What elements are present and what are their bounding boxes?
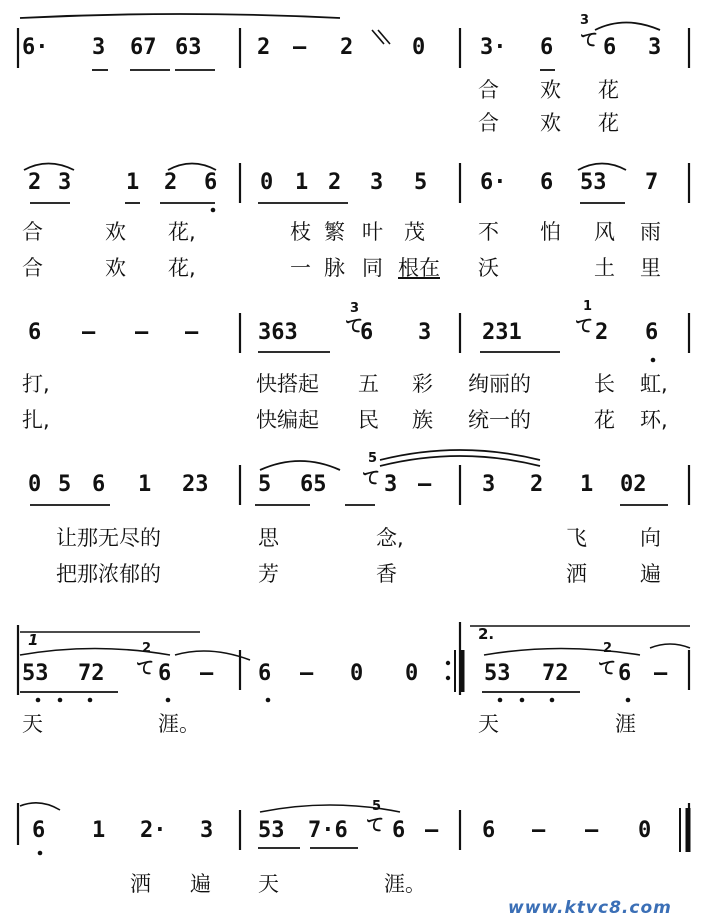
note: 6 [540,170,554,195]
lyric: 合 [22,256,43,280]
lyric: 繁 [324,220,345,244]
note: 231 [482,320,522,345]
grace-note: 3 [350,301,360,316]
lyric: 一 [290,256,311,280]
note: — [82,320,96,345]
note: 2 [595,320,609,345]
note: 6 [392,818,406,843]
note: 6 [158,661,172,686]
note: 2 [530,472,544,497]
grace-note: 5 [372,799,382,814]
note: 6 [603,35,617,60]
note: 3 [384,472,398,497]
grace-mark: て [598,658,616,679]
note: 6 [482,818,496,843]
grace-mark: て [575,316,593,337]
lyric: 洒 [566,562,587,586]
grace-mark: て [136,658,154,679]
note: 2 [328,170,342,195]
duration-underlines [20,70,668,848]
lyric: 花, [168,256,196,280]
lyric: 洒 [130,872,151,896]
lyric: 欢 [105,256,126,280]
lyric: 虹, [640,372,668,396]
note: — [425,818,439,843]
note: 5 [258,472,272,497]
lyric: 遍 [190,872,211,896]
lyric: 天 [478,712,499,736]
lyric: 遍 [640,562,661,586]
note: 5 [414,170,428,195]
note: 6 [28,320,42,345]
note: 6 [645,320,659,345]
lyric: 思 [258,526,279,550]
note: 6· [480,170,507,195]
first-ending-mark: 1 [28,631,39,649]
note: — [293,35,307,60]
note: 2 [340,35,354,60]
note: 0 [350,661,364,686]
lyric: 绚丽的 [468,372,531,396]
note: 6 [204,170,218,195]
lyric: 茂 [404,220,425,244]
lyric: 快编起 [256,408,319,432]
barlines [18,28,689,850]
note: — [654,661,668,686]
lyric: 环, [640,408,668,432]
second-ending-mark: 2. [478,625,495,643]
note: 0 [412,35,426,60]
note: 02 [620,472,647,497]
lyric: 欢 [105,220,126,244]
note: 3 [58,170,72,195]
lyric: 芳 [258,562,279,586]
note: 0 [260,170,274,195]
note: 72 [542,661,569,686]
note: 53 [22,661,49,686]
lyric: 快搭起 [256,372,319,396]
lyric: 合 [22,220,43,244]
note: 7·6 [308,818,348,843]
lyric: 花, [168,220,196,244]
note: 23 [182,472,209,497]
grace-mark: て [366,815,384,836]
note: 7 [645,170,659,195]
note: — [418,472,432,497]
note: 2 [28,170,42,195]
lyric: 扎, [22,408,50,432]
note: 0 [405,661,419,686]
note: 63 [175,35,202,60]
lyric: 脉 [324,256,345,280]
lyric: 涯。 [384,872,426,896]
note: 6 [258,661,272,686]
note: 3· [480,35,507,60]
note: 6 [540,35,554,60]
note: — [135,320,149,345]
lyric: 长 [594,372,615,396]
note: 53 [258,818,285,843]
note: — [185,320,199,345]
note: 6 [618,661,632,686]
note: 1 [580,472,594,497]
note: — [532,818,546,843]
lyric: 彩 [412,372,433,396]
note: 1 [92,818,106,843]
lyric: 根在 [398,256,440,280]
grace-note: 1 [583,299,593,314]
lyric: 枝 [290,220,311,244]
lyric: 把那浓郁的 [56,562,161,586]
note: 3 [370,170,384,195]
lyric: 土 [594,256,615,280]
note: 2· [140,818,167,843]
lyric: 五 [358,372,379,396]
note: — [300,661,314,686]
lyric: 念, [376,526,404,550]
note: 363 [258,320,298,345]
lyric: 打, [22,372,50,396]
note: 53 [484,661,511,686]
lyric: 统一的 [468,408,531,432]
lyric: 向 [640,526,661,550]
note: 0 [638,818,652,843]
note: 3 [482,472,496,497]
lyric: 不 [478,220,499,244]
grace-mark: て [362,468,380,489]
lyric: 花 [598,78,619,102]
note: — [585,818,599,843]
note: 6 [32,818,46,843]
grace-mark: て [580,30,598,51]
grace-note: 3 [580,13,590,28]
lyric: 香 [376,562,397,586]
lyric: 涯。 [158,712,200,736]
grace-mark: て [345,316,363,337]
lyric: 叶 [362,220,383,244]
lyric: 涯 [615,712,636,736]
watermark: www.ktvc8.com [508,898,672,918]
grace-note: 5 [368,451,378,466]
glissando-marks [372,30,390,44]
lyric: 花 [594,408,615,432]
lyric: 雨 [640,220,661,244]
grace-note: 2 [142,641,152,656]
note: 53 [580,170,607,195]
slurs [20,14,690,812]
note: 3 [648,35,662,60]
lyric: 飞 [566,526,587,550]
note: 0 [28,472,42,497]
lyric: 花 [598,111,619,135]
note: 3 [92,35,106,60]
note: — [200,661,214,686]
note: 67 [130,35,157,60]
lyric: 欢 [540,78,561,102]
note: 6 [92,472,106,497]
lyric: 族 [412,408,433,432]
lyric: 天 [258,872,279,896]
note: 1 [295,170,309,195]
note: 2 [164,170,178,195]
note: 3 [200,818,214,843]
note: 72 [78,661,105,686]
lyric: 合 [478,111,499,135]
lyric: 欢 [540,111,561,135]
note: 6 [360,320,374,345]
lyric: 让那无尽的 [56,526,161,550]
grace-note: 2 [603,641,613,656]
note: 1 [138,472,152,497]
note: 2 [257,35,271,60]
lyric: 合 [478,78,499,102]
note: 6· [22,35,49,60]
lyric: 风 [594,220,615,244]
note: 5 [58,472,72,497]
lyric: 同 [362,256,383,280]
note: 3 [418,320,432,345]
lyric: 里 [640,256,661,280]
note: 65 [300,472,327,497]
lyric: 民 [358,408,379,432]
lyric: 天 [22,712,43,736]
lyric: 沃 [478,256,499,280]
note: 1 [126,170,140,195]
lyric: 怕 [540,220,561,244]
